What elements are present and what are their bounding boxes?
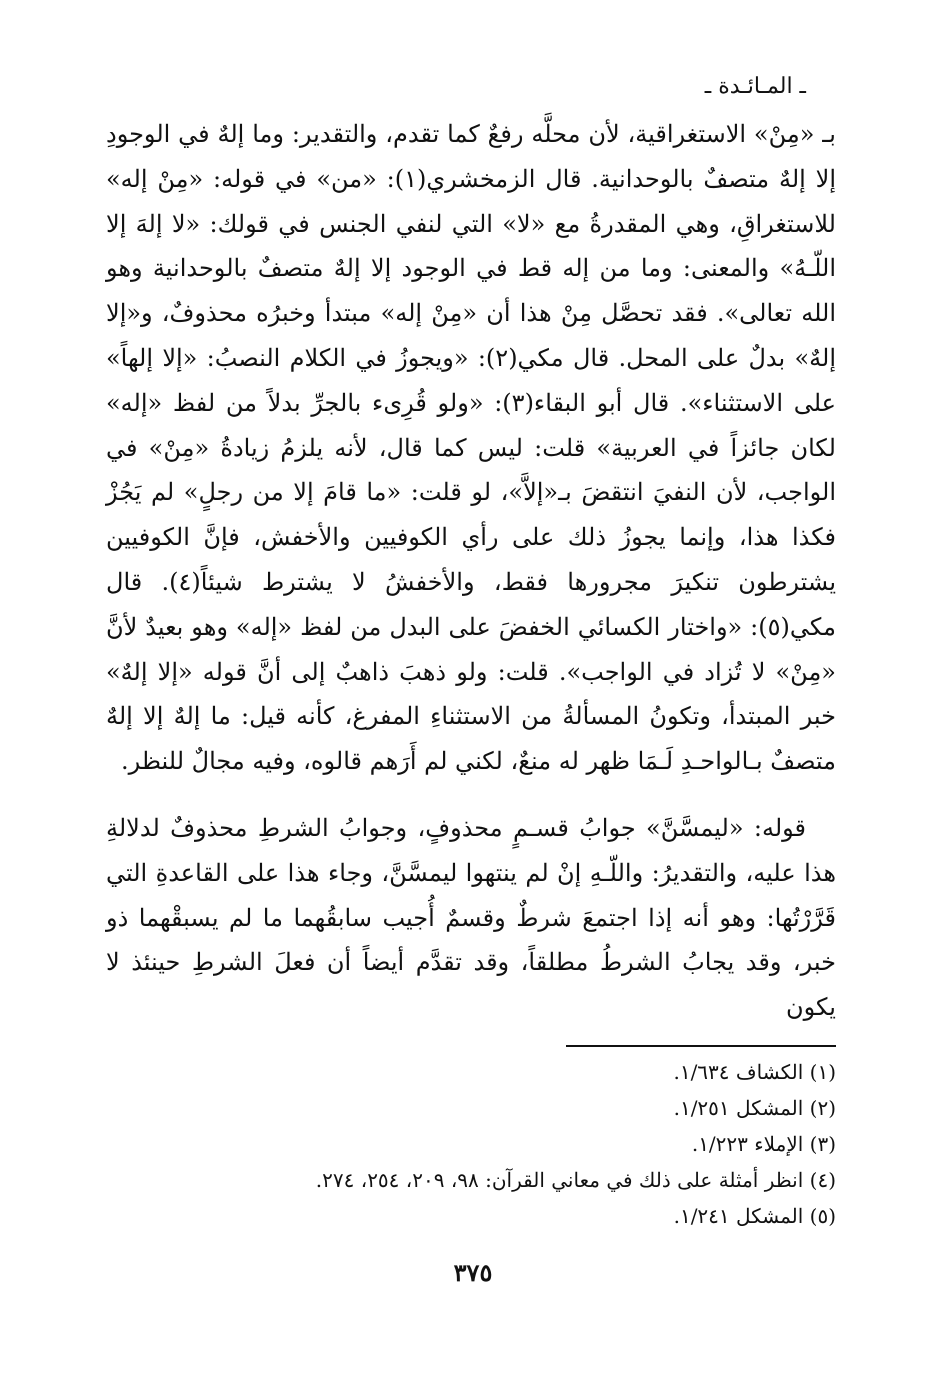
footnote-divider [566,1045,836,1047]
footnotes [106,1054,836,1234]
main-text [106,112,836,1030]
footnote: (١) الكشاف ١/٦٣٤. [673,1060,836,1084]
page-number: ٣٧٥ [453,1258,493,1287]
footnote: (٥) المشكل ١/٢٤١. [673,1204,836,1228]
paragraph: قوله: «ليمسَّنَّ» جوابُ قسـمٍ محذوفٍ، وجوابُ الشرطِ محذوفٌ لدلالةِ هذا عليه، والتقديرُ: واللّـهِ إنْ لم ينتهوا ليمسَّنَّ، وجاء هذا على القاعدةِ التي قَرَّرْتُها: وهو أنه إذا اجتمعَ شرطٌ وقسمٌ أُجيب سابقُهما ما لم يسبقْهما ذو خبر، وقد يجابُ الشرطُ مطلقاً، وقد تقدَّم أيضاً أن فعلَ الشرطِ حينئذ لا يكون [106,813,836,1022]
paragraph: بـ «مِنْ» الاستغراقية، لأن محلَّه رفعٌ كما تقدم، والتقدير: وما إلهٌ في الوجودِ إلا إلهٌ متصفٌ بالوحدانية. قال الزمخشري(١): «من» في قوله: «مِنْ إله» للاستغراقِ، وهي المقدرةُ مع «لا» التي لنفي الجنس في قولك: «لا إلهَ إلا اللّـهُ» والمعنى: وما من إله قط في الوجود إلا إلهٌ متصفٌ بالوحدانية وهو الله تعالى». فقد تحصَّل مِنْ هذا أن «مِنْ إله» مبتدأ وخبرُه محذوفٌ، و«إلا إلهٌ» بدلٌ على المحل. قال مكي(٢): «ويجوزُ في الكلام النصبُ: «إلا إلهاً» على الاستثناء». قال أبو البقاء(٣): «ولو قُرِىء بالجرِّ بدلاً من لفظ «إله» لكان جائزاً في العربية» قلت: ليس كما قال، لأنه يلزمُ زيادةُ «مِنْ» في الواجب، لأن النفيَ انتقضَ بـ«إلاَّ»، لو قلت: «ما قامَ إلا من رجلٍ» لم يَجُزْ فكذا هذا، وإنما يجوزُ ذلك على رأي الكوفيين والأخفش، فإنَّ الكوفيين يشترطون تنكيرَ مجرورها فقط، والأخفشُ لا يشترط شيئاً(٤). قال مكي(٥): «واختار الكسائي الخفضَ على البدل من لفظ «إله» وهو بعيدٌ لأنَّ «مِنْ» لا تُزاد في الواجب». قلت: ولو ذهبَ ذاهبٌ إلى أنَّ قوله «إلا إلهٌ» خبر المبتدأ، وتكونُ المسألةُ من الاستثناءِ المفرغ، كأنه قيل: ما إلهٌ إلا إلهٌ متصفٌ بـالواحـدِ لَـمَا ظهر له منعٌ، لكني لم أَرَهم قالوه، وفيه مجالٌ للنظر. [106,120,837,776]
footnote: (٤) انظر أمثلة على ذلك في معاني القرآن: ٩٨، ٢٠٩، ٢٥٤، ٢٧٤. [315,1168,836,1192]
running-head: ـ المـائـدة ـ [704,74,806,99]
footnote: (٣) الإملاء ١/٢٢٣. [691,1132,836,1156]
footnote: (٢) المشكل ١/٢٥١. [673,1096,836,1120]
